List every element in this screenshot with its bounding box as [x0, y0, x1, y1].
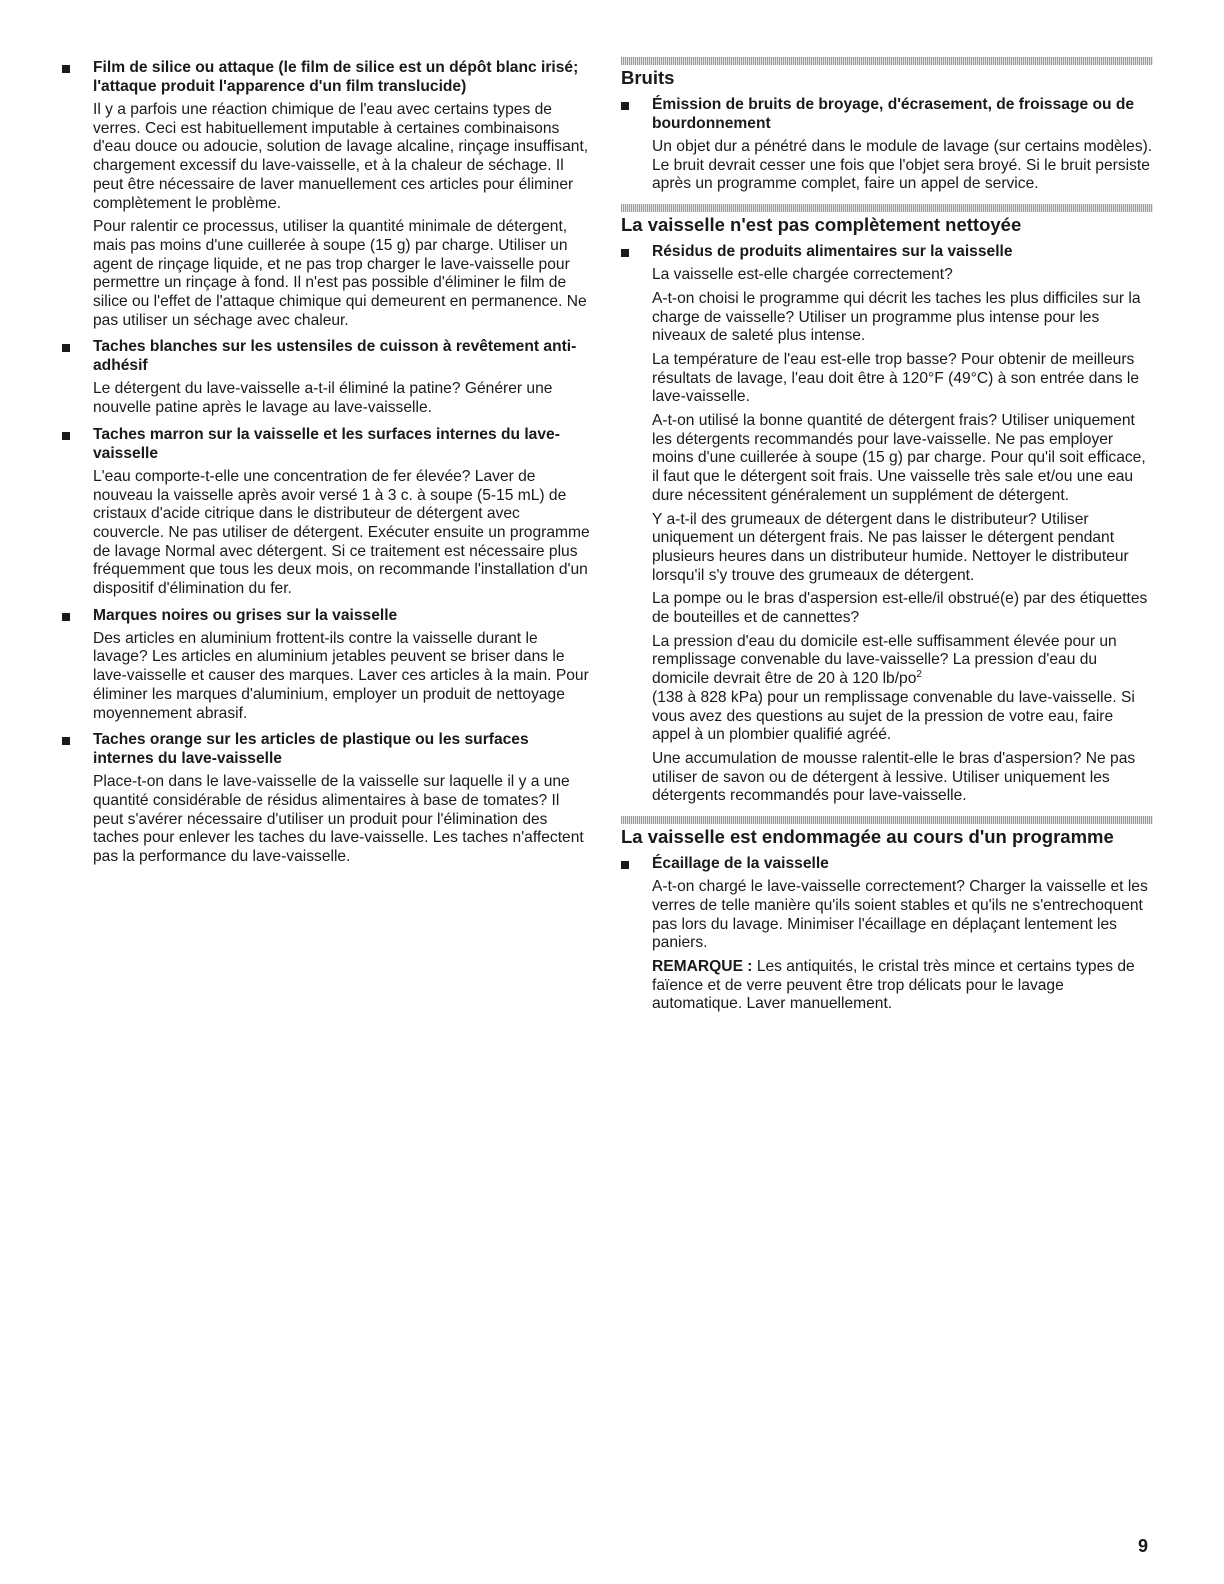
note-label: REMARQUE :	[652, 957, 753, 975]
item-paragraph: Place-t-on dans le lave-vaisselle de la vaisselle sur laquelle il y a une quantité considérable de résidus alimentaires à base de tomates? Il peut s'avérer nécessaire d'utiliser un produit pour l'élimination des taches pour enlever les taches du lave-vaisselle. Les taches n'affectent pas la performance du lave-vaisselle.	[93, 773, 584, 866]
section-heading: La vaisselle est endommagée au cours d'un programme	[621, 826, 1114, 848]
bullet-icon	[621, 102, 629, 110]
item-title: Résidus de produits alimentaires sur la vaisselle	[652, 243, 1013, 261]
note-text: Les antiquités, le cristal très mince et certains types de faïence et de verre peuvent être trop délicats pour le lavage automatique. Laver manuellement.	[652, 957, 1135, 1013]
troubleshoot-item-food-residue	[621, 242, 1153, 806]
troubleshoot-item-white-spots	[62, 337, 590, 417]
bullet-icon	[621, 249, 629, 257]
pressure-text-part1: La pression d'eau du domicile est-elle suffisamment élevée pour un remplissage convenable du lave-vaisselle? La pression d'eau du domicile devrait être de 20 à 120 lb/po	[652, 632, 1117, 688]
section-rule	[621, 204, 1153, 212]
section-not-clean	[621, 204, 1153, 806]
item-paragraph: Une accumulation de mousse ralentit-elle le bras d'aspersion? Ne pas utiliser de savon ou de détergent à lessive. Utiliser uniquement les détergents recommandés pour lave-vaisselle.	[652, 749, 1136, 805]
item-paragraph: A-t-on utilisé la bonne quantité de détergent frais? Utiliser uniquement les détergents recommandés pour lave-vaisselle. Ne pas employer moins d'une cuillerée à soupe (15 g) par charge. Pour qu'il soit efficace, il faut que le détergent soit frais. Une vaisselle très sale et/ou une eau dure nécessitent généralement un supplément de détergent.	[652, 412, 1146, 504]
item-title: Film de silice ou attaque (le film de silice est un dépôt blanc irisé; l'attaque produit l'apparence d'un film translucide)	[93, 59, 579, 95]
item-paragraph: Un objet dur a pénétré dans le module de lavage (sur certains modèles). Le bruit devrait cesser une fois que l'objet sera broyé. Si le bruit persiste après un programme complet, faire un appel de service.	[652, 138, 1153, 193]
section-heading: La vaisselle n'est pas complètement nettoyée	[621, 214, 1022, 236]
item-paragraph: Le détergent du lave-vaisselle a-t-il éliminé la patine? Générer une nouvelle patine après le lavage au lave-vaisselle.	[93, 380, 553, 417]
section-damaged	[621, 816, 1153, 1014]
item-title: Écaillage de la vaisselle	[652, 855, 829, 873]
troubleshoot-item-silica-film	[62, 58, 590, 330]
section-bruits	[621, 57, 1153, 194]
water-pressure-paragraph	[652, 633, 1153, 745]
item-paragraph: Il y a parfois une réaction chimique de l'eau avec certains types de verres. Ceci est habituellement imputable à certaines combinaisons d'eau douce ou adoucie, solution de lavage alcaline, rinçage insuffisant, chargement excessif du lave-vaisselle, et à la chaleur de séchage. Il peut être nécessaire de laver manuellement ces articles pour éliminer complètement le problème.	[93, 101, 589, 212]
bullet-icon	[62, 65, 70, 73]
bullet-icon	[62, 737, 70, 745]
item-paragraph: L'eau comporte-t-elle une concentration de fer élevée? Laver de nouveau la vaisselle après avoir versé 1 à 3 c. à soupe (5-15 mL) de cristaux d'acide citrique dans le distributeur de détergent avec couvercle. Ne pas utiliser de détergent. Exécuter ensuite un programme de lavage Normal avec détergent. Si ce traitement est nécessaire plus fréquemment que tous les deux mois, on recommande l'installation d'un dispositif d'élimination du fer.	[93, 467, 590, 598]
item-paragraph: Des articles en aluminium frottent-ils contre la vaisselle durant le lavage? Les articles en aluminium jetables peuvent se briser dans le lave-vaisselle et causer des marques. Laver ces articles à la main. Pour éliminer les marques d'aluminium, employer un produit de nettoyage moyennement abrasif.	[93, 629, 589, 722]
item-title: Marques noires ou grises sur la vaisselle	[93, 606, 398, 624]
page-number: 9	[1138, 1536, 1149, 1556]
superscript-2: 2	[916, 668, 922, 680]
item-title: Taches orange sur les articles de plastique ou les surfaces internes du lave-vaisselle	[93, 731, 529, 768]
section-heading: Bruits	[621, 67, 675, 88]
note-paragraph	[652, 958, 1153, 1014]
left-column	[62, 58, 590, 874]
troubleshoot-item-black-marks	[62, 606, 590, 724]
item-paragraph: La vaisselle est-elle chargée correctement?	[652, 266, 953, 284]
item-paragraph: Y a-t-il des grumeaux de détergent dans le distributeur? Utiliser uniquement un détergent frais. Ne pas laisser le détergent pendant plusieurs heures dans un distributeur humide. Nettoyer le distributeur lorsqu'il s'y trouve des grumeaux de détergent.	[652, 510, 1129, 584]
troubleshoot-item-noise	[621, 95, 1153, 194]
right-column	[621, 57, 1153, 1024]
item-paragraph: Pour ralentir ce processus, utiliser la quantité minimale de détergent, mais pas moins d'une cuillerée à soupe (15 g) par charge. Utiliser un agent de rinçage liquide, et ne pas trop charger le lave-vaisselle pour permettre un rinçage à fond. Il n'est pas possible d'éliminer le film de silice ou l'effet de l'attaque chimique qui demeurent en permanence. Ne pas utiliser un séchage avec chaleur.	[93, 218, 587, 329]
section-rule	[621, 816, 1153, 824]
item-title: Émission de bruits de broyage, d'écrasement, de froissage ou de bourdonnement	[652, 96, 1135, 132]
bullet-icon	[62, 432, 70, 440]
item-title: Taches marron sur la vaisselle et les surfaces internes du lave-vaisselle	[93, 425, 560, 462]
troubleshoot-item-chipping	[621, 854, 1153, 1014]
item-paragraph: A-t-on choisi le programme qui décrit les taches les plus difficiles sur la charge de vaisselle? Utiliser un programme plus intense pour les niveaux de saleté plus intense.	[652, 289, 1141, 345]
section-rule	[621, 57, 1153, 65]
item-paragraph: La température de l'eau est-elle trop basse? Pour obtenir de meilleurs résultats de lavage, l'eau doit être à 120°F (49°C) à son entrée dans le lave-vaisselle.	[652, 350, 1140, 406]
troubleshoot-item-orange-stains	[62, 730, 590, 867]
item-title: Taches blanches sur les ustensiles de cuisson à revêtement anti-adhésif	[93, 338, 577, 375]
bullet-icon	[62, 344, 70, 352]
bullet-icon	[62, 613, 70, 621]
bullet-icon	[621, 861, 629, 869]
troubleshoot-item-brown-stains	[62, 425, 590, 599]
item-paragraph: La pompe ou le bras d'aspersion est-elle/il obstrué(e) par des étiquettes de bouteilles et de cannettes?	[652, 590, 1148, 627]
item-paragraph: A-t-on chargé le lave-vaisselle correctement? Charger la vaisselle et les verres de telle manière qu'ils soient stables et qu'ils ne s'entrechoquent pas lors du lavage. Minimiser l'écaillage en déplaçant lentement les paniers.	[652, 878, 1148, 952]
pressure-text-part2: (138 à 828 kPa) pour un remplissage convenable du lave-vaisselle. Si vous avez des questions au sujet de la pression de votre eau, faire appel à un plombier qualifié agréé.	[652, 688, 1135, 744]
